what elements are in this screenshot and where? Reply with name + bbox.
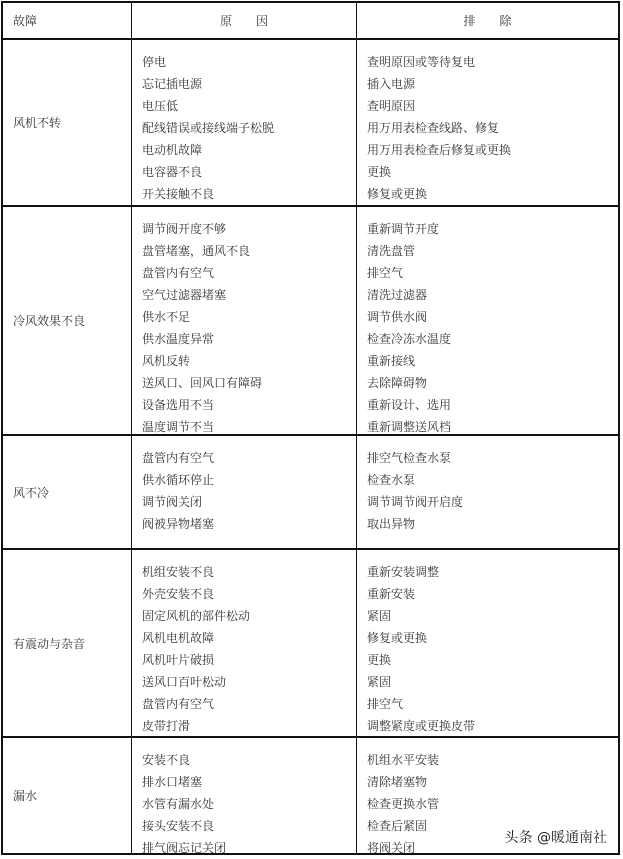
remedy-list — [367, 51, 511, 205]
cause-item: 排水口堵塞 — [142, 775, 203, 789]
remedy-item: 调节供水阀 — [367, 310, 428, 324]
remedy-item: 排空气 — [367, 697, 404, 711]
table-row — [3, 434, 618, 548]
remedy-item: 调整紧度或更换皮带 — [367, 719, 476, 733]
cause-item: 忘记插电源 — [142, 77, 203, 91]
cause-item: 风机叶片破损 — [142, 653, 215, 667]
cause-item: 阀被异物堵塞 — [142, 517, 215, 531]
remedy-item: 将阀关闭 — [367, 841, 416, 855]
remedy-item: 检查后紧固 — [367, 819, 428, 833]
remedy-list — [367, 447, 463, 535]
cause-item: 送风口、回风口有障碍 — [142, 376, 263, 390]
cause-item: 皮带打滑 — [142, 719, 191, 733]
cause-item: 盘管内有空气 — [142, 266, 215, 280]
remedy-item: 插入电源 — [367, 77, 416, 91]
table-header-row — [3, 3, 618, 38]
cause-item: 外壳安装不良 — [142, 587, 215, 601]
cause-item: 电压低 — [142, 99, 179, 113]
remedy-item: 清除堵塞物 — [367, 775, 428, 789]
cause-list — [142, 218, 262, 438]
remedy-item: 紧固 — [367, 609, 392, 623]
remedy-item: 修复或更换 — [367, 631, 428, 645]
remedy-item: 清洗盘管 — [367, 244, 416, 258]
remedy-item: 紧固 — [367, 675, 392, 689]
cause-item: 供水温度异常 — [142, 332, 215, 346]
cause-item: 调节阀关闭 — [142, 495, 203, 509]
table-row — [3, 548, 618, 736]
remedy-item: 排空气检查水泵 — [367, 451, 452, 465]
cause-item: 停电 — [142, 55, 167, 69]
remedy-item: 检查更换水管 — [367, 797, 440, 811]
cause-item: 盘管内有空气 — [142, 697, 215, 711]
remedy-item: 检查水泵 — [367, 473, 416, 487]
table-row — [3, 205, 618, 434]
remedy-item: 机组水平安装 — [367, 753, 440, 767]
remedy-item: 更换 — [367, 653, 392, 667]
cause-item: 排气阀忘记关闭 — [142, 841, 227, 855]
cause-item: 调节阀开度不够 — [142, 222, 227, 236]
fault-label: 冷风效果不良 — [13, 314, 86, 328]
remedy-item: 清洗过滤器 — [367, 288, 428, 302]
remedy-item: 去除障碍物 — [367, 376, 428, 390]
remedy-item: 重新接线 — [367, 354, 416, 368]
cause-item: 配线错误或接线端子松脱 — [142, 121, 275, 135]
cause-item: 盘管堵塞，通风不良 — [142, 244, 251, 258]
cause-item: 风机电机故障 — [142, 631, 215, 645]
remedy-item: 用万用表检查后修复或更换 — [367, 143, 512, 157]
header-fault: 故障 — [13, 14, 38, 28]
cause-item: 安装不良 — [142, 753, 191, 767]
remedy-item: 检查冷冻水温度 — [367, 332, 452, 346]
table-row — [3, 38, 618, 205]
remedy-item: 排空气 — [367, 266, 404, 280]
remedy-item: 调节调节阀开启度 — [367, 495, 464, 509]
cause-item: 开关接触不良 — [142, 187, 215, 201]
cause-list — [142, 749, 226, 859]
remedy-item: 更换 — [367, 165, 392, 179]
header-remedy: 排除 — [463, 14, 536, 28]
remedy-item: 查明原因 — [367, 99, 416, 113]
cause-item: 机组安装不良 — [142, 565, 215, 579]
fault-label: 有震动与杂音 — [13, 636, 86, 651]
remedy-item: 修复或更换 — [367, 187, 428, 201]
cause-item: 水管有漏水处 — [142, 797, 215, 811]
remedy-item: 重新设计、选用 — [367, 398, 452, 412]
cause-item: 电容器不良 — [142, 165, 203, 179]
header-cause: 原因 — [219, 14, 292, 28]
remedy-item: 取出异物 — [367, 517, 416, 531]
cause-item: 风机反转 — [142, 354, 191, 368]
fault-label: 漏水 — [13, 789, 38, 803]
cause-item: 温度调节不当 — [142, 420, 215, 434]
cause-item: 接头安装不良 — [142, 819, 215, 833]
remedy-item: 重新安装 — [367, 587, 416, 601]
remedy-item: 重新调整送风档 — [367, 420, 452, 434]
troubleshooting-table — [1, 1, 620, 855]
remedy-list — [367, 561, 475, 737]
cause-item: 电动机故障 — [142, 143, 203, 157]
fault-label: 风不冷 — [13, 485, 50, 500]
remedy-list — [367, 749, 439, 859]
cause-item: 供水不足 — [142, 310, 191, 324]
cause-list — [142, 51, 274, 205]
remedy-item: 重新安装调整 — [367, 565, 440, 579]
cause-list — [142, 561, 250, 737]
cause-item: 盘管内有空气 — [142, 451, 215, 465]
cause-item: 设备选用不当 — [142, 398, 215, 412]
remedy-item: 重新调节开度 — [367, 222, 440, 236]
cause-list — [142, 447, 214, 535]
cause-item: 送风口百叶松动 — [142, 675, 227, 689]
cause-item: 固定风机的部件松动 — [142, 609, 251, 623]
watermark: 头条 @暖通南社 — [503, 827, 609, 847]
cause-item: 供水循环停止 — [142, 473, 215, 487]
fault-label: 风机不转 — [13, 116, 62, 130]
remedy-list — [367, 218, 451, 438]
cause-item: 空气过滤器堵塞 — [142, 288, 227, 302]
remedy-item: 查明原因或等待复电 — [367, 55, 476, 69]
remedy-item: 用万用表检查线路、修复 — [367, 121, 500, 135]
